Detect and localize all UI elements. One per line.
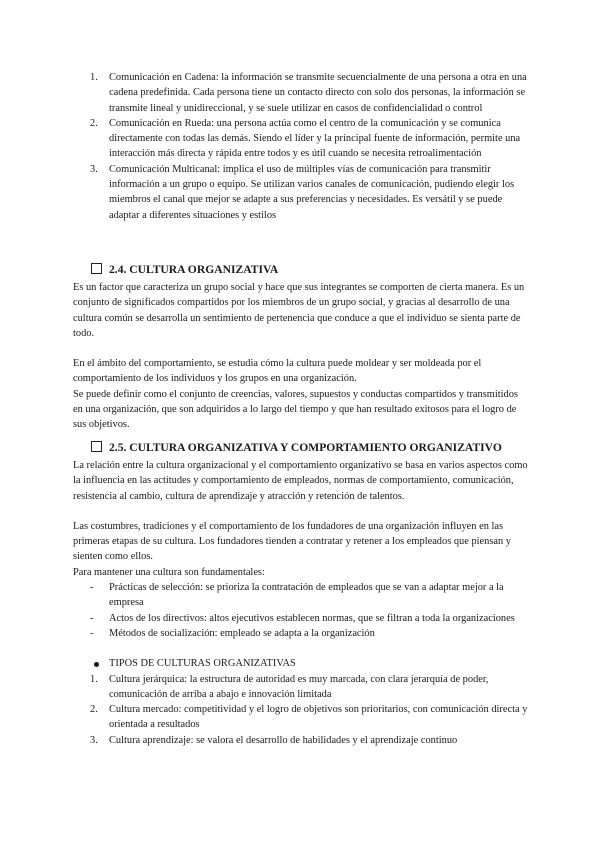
checkbox-icon bbox=[91, 441, 102, 452]
list-item bbox=[73, 626, 528, 641]
paragraph: Es un factor que caracteriza un grupo social y hace que sus integrantes se comporten de cierta manera. Es un conjunto de significados compartidos por los miembros de un grupo social, y gracias al desarrollo de una cultura común se desarrolla un sentimiento de pertenencia que conduce a que el individuo se sienta parte de todo. bbox=[73, 282, 525, 339]
list-item-text: Prácticas de selección: se prioriza la contratación de empleados que se van a adaptar mejor a la empresa bbox=[109, 582, 504, 609]
heading-text: 2.4. CULTURA ORGANIZATIVA bbox=[109, 263, 279, 276]
paragraph: En el ámbito del comportamiento, se estudia cómo la cultura puede moldear y ser moldeada por el comportamiento de los individuos y los grupos en una organización. bbox=[73, 358, 482, 385]
list-number: 3. bbox=[90, 734, 98, 746]
types-numbered-list bbox=[73, 672, 528, 748]
paragraph: Las costumbres, tradiciones y el comportamiento de los fundadores de una organización influyen en las primeras etapas de su cultura. Los fundadores tienden a contratar y retener a los empleados que piensan y sienten como ellos. bbox=[73, 520, 511, 563]
list-item bbox=[73, 702, 528, 733]
dash-marker: - bbox=[90, 612, 94, 624]
checkbox-icon bbox=[91, 263, 102, 274]
dash-list bbox=[73, 580, 528, 641]
list-number: 1. bbox=[90, 673, 98, 685]
list-item bbox=[73, 733, 528, 748]
list-item bbox=[73, 162, 528, 223]
list-item bbox=[73, 656, 528, 671]
list-item-text: Comunicación en Rueda: una persona actúa como el centro de la comunicación y se comunica directamente con todas las demás. Siendo el líder y la principal fuente de información, permite una interacción más directa y rápida entre todos y es útil cuando se necesita retroalimentación bbox=[109, 117, 521, 160]
list-item bbox=[73, 580, 528, 611]
dash-marker: - bbox=[90, 627, 94, 639]
list-item bbox=[73, 70, 528, 116]
list-item-text: Cultura jerárquica: la estructura de autoridad es muy marcada, con clara jerarquía de poder, comunicación de arriba a abajo e innovación limitada bbox=[109, 673, 489, 700]
list-item-text: Comunicación Multicanal: implica el uso de múltiples vías de comunicación para transmitir información a un grupo o equipo. Se utilizan varios canales de comunicación, pudiendo elegir los miembros el canal que mejor se adapte a sus preferencias y necesidades. Es versátil y se puede adaptar a diferentes situaciones y estilos bbox=[109, 163, 515, 221]
list-item-text: Cultura mercado: competitividad y el logro de objetivos son prioritarios, con comunicación directa y orientada a resultados bbox=[109, 704, 528, 731]
paragraph: Para mantener una cultura son fundamentales: bbox=[73, 566, 265, 578]
section-2-5-body bbox=[73, 458, 528, 748]
list-item-text: Métodos de socialización: empleado se adapta a la organización bbox=[109, 627, 375, 639]
bullet-title: TIPOS DE CULTURAS ORGANIZATIVAS bbox=[109, 658, 296, 670]
bullet-list bbox=[73, 656, 528, 671]
list-item-text: Actos de los directivos: altos ejecutivos establecen normas, que se filtran a toda la organizaciones bbox=[109, 612, 515, 624]
intro-numbered-list bbox=[73, 70, 528, 223]
list-item-text: Cultura aprendizaje: se valora el desarrollo de habilidades y el aprendizaje continuo bbox=[109, 734, 458, 746]
list-number: 2. bbox=[90, 704, 98, 716]
section-heading-2-4 bbox=[91, 262, 278, 278]
dash-marker: - bbox=[90, 582, 94, 594]
list-number: 2. bbox=[90, 117, 98, 129]
list-item bbox=[73, 611, 528, 626]
list-number: 3. bbox=[90, 163, 98, 175]
list-number: 1. bbox=[90, 72, 98, 83]
paragraph: La relación entre la cultura organizacional y el comportamiento organizativo se basa en varios aspectos como la influencia en las actitudes y comportamiento de empleados, normas de comportamiento, comunicación, resistencia al cambio, cultura de aprendizaje y atracción y retención de talentos. bbox=[73, 460, 528, 502]
section-heading-2-5 bbox=[91, 440, 502, 456]
list-item bbox=[73, 116, 528, 162]
section-2-4-body bbox=[73, 280, 528, 433]
list-item bbox=[73, 672, 528, 703]
bullet-icon bbox=[94, 662, 99, 667]
heading-text: 2.5. CULTURA ORGANIZATIVA Y COMPORTAMIENTO ORGANIZATIVO bbox=[109, 441, 502, 454]
paragraph: Se puede definir como el conjunto de creencias, valores, supuestos y conductas compartidos y transmitidos en una organización, que son adquiridos a lo largo del tiempo y que han resultado exitosos para el logro de sus objetivos. bbox=[73, 388, 518, 431]
list-item-text: Comunicación en Cadena: la información se transmite secuencialmente de una persona a otra en una cadena predefinida. Cada persona tiene un contacto directo con solo dos personas, la información se transmite lineal y unidireccional, y se suele utilizar en casos de confidencialidad o control bbox=[109, 72, 527, 114]
